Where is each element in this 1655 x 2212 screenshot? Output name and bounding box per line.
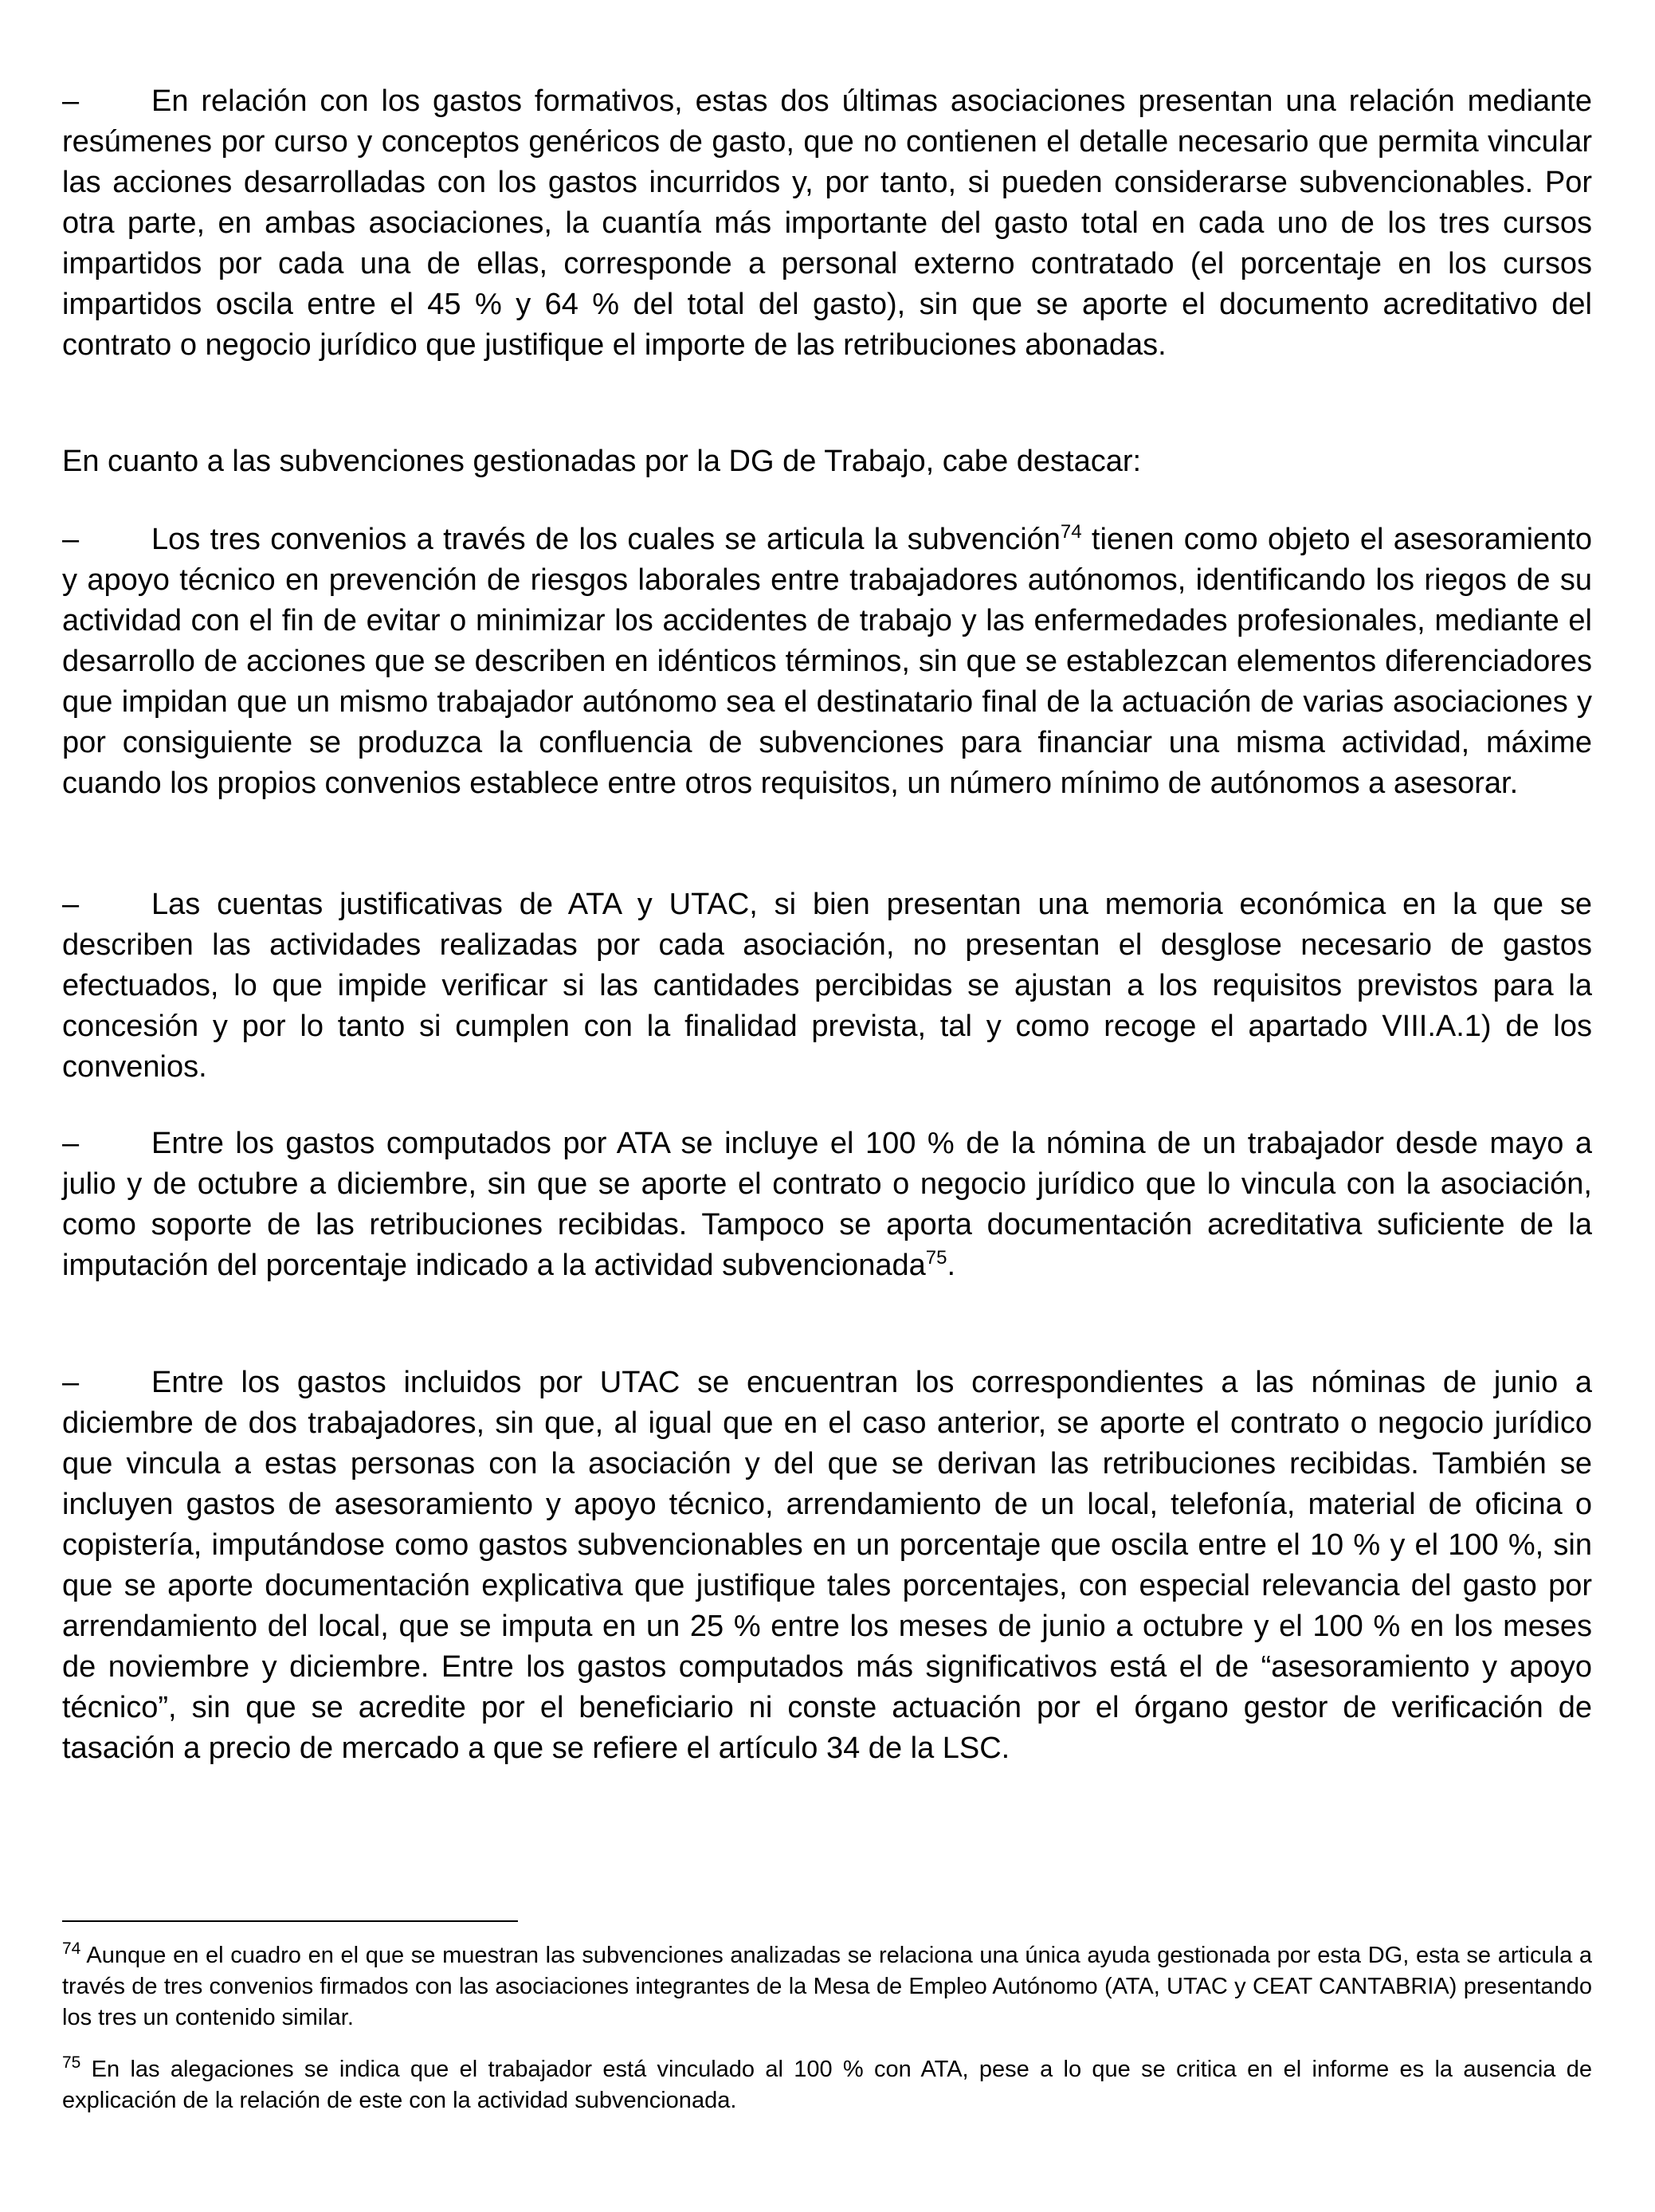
footnote-separator [62,1920,518,1922]
footnote-number: 74 [62,1939,81,1958]
dash-bullet: – [62,888,80,921]
dash-bullet: – [62,1127,80,1160]
paragraph-text: En relación con los gastos formativos, estas dos últimas asociaciones presentan una relación mediante resúmenes por curso y conceptos genéricos de gasto, que no contienen el detalle necesario que permita vincular las acciones desarrolladas con los gastos incurridos y, por tanto, si pueden considerarse subvencionables. Por otra parte, en ambas asociaciones, la cuantía más importante del gasto total en cada uno de los tres cursos impartidos por cada una de ellas, corresponde a personal externo contratado (el porcentaje en los cursos impartidos oscila entre el 45 % y 64 % del total del gasto), sin que se aporte el documento acreditativo del contrato o negocio jurídico que justifique el importe de las retribuciones abonadas. [62,84,1592,362]
paragraph-cuentas-justificativas [62,884,1592,1088]
paragraph-gastos-ata [62,1124,1592,1286]
paragraph-convenios [62,520,1592,804]
footnote-reference-74[interactable]: 74 [1060,521,1082,543]
footnote-74 [62,1940,1592,2034]
paragraph-text: . [947,1249,955,1282]
paragraph-text: Entre los gastos incluidos por UTAC se encuentran los correspondientes a las nóminas de junio a diciembre de dos trabajadores, sin que, al igual que en el caso anterior, se aporte el contrato o negocio jurídico que vincula a estas personas con la asociación y del que se derivan las retribuciones recibidas. También se incluyen gastos de asesoramiento y apoyo técnico, arrendamiento de un local, telefonía, material de oficina o copistería, imputándose como gastos subvencionables en un porcentaje que oscila entre el 10 % y el 100 %, sin que se aporte documentación explicativa que justifique tales porcentajes, con especial relevancia del gasto por arrendamiento del local, que se imputa en un 25 % entre los meses de junio a octubre y el 100 % en los meses de noviembre y diciembre. Entre los gastos computados más significativos está el de “asesoramiento y apoyo técnico”, sin que se acredite por el beneficiario ni conste actuación por el órgano gestor de verificación de tasación a precio de mercado a que se refiere el artículo 34 de la LSC. [62,1366,1592,1765]
dash-bullet: – [62,84,80,118]
footnote-text: Aunque en el cuadro en el que se muestran las subvenciones analizadas se relaciona una única ayuda gestionada por esta DG, esta se articula a través de tres convenios firmados con las asociaciones integrantes de la Mesa de Empleo Autónomo (ATA, UTAC y CEAT CANTABRIA) presentando los tres un contenido similar. [62,1943,1592,2030]
paragraph-text: tienen como objeto el asesoramiento y apoyo técnico en prevención de riesgos laborales entre trabajadores autónomos, identificando los riegos de su actividad con el fin de evitar o minimizar los accidentes de trabajo y las enfermedades profesionales, mediante el desarrollo de acciones que se describen en idénticos términos, sin que se establezcan elementos diferenciadores que impidan que un mismo trabajador autónomo sea el destinatario final de la actuación de varias asociaciones y por consiguiente se produzca la confluencia de subvenciones para financiar una misma actividad, máxime cuando los propios convenios establece entre otros requisitos, un número mínimo de autónomos a asesorar. [62,523,1592,800]
dash-bullet: – [62,523,80,556]
paragraph-gastos-formativos [62,81,1592,366]
dash-bullet: – [62,1366,80,1399]
paragraph-text: En cuanto a las subvenciones gestionadas por la DG de Trabajo, cabe destacar: [62,445,1142,478]
paragraph-text: Los tres convenios a través de los cuales se articula la subvención [151,523,1061,556]
paragraph-dg-trabajo-intro [62,441,1141,482]
paragraph-gastos-utac [62,1363,1592,1769]
footnote-text: En las alegaciones se indica que el trabajador está vinculado al 100 % con ATA, pese a lo que se critica en el informe es la ausencia de explicación de la relación de este con la actividad subvencionada. [62,2057,1592,2113]
footnote-reference-75[interactable]: 75 [925,1247,947,1269]
footnote-number: 75 [62,2053,81,2072]
paragraph-text: Entre los gastos computados por ATA se incluye el 100 % de la nómina de un trabajador desde mayo a julio y de octubre a diciembre, sin que se aporte el contrato o negocio jurídico que lo vincula con la asociación, como soporte de las retribuciones recibidas. Tampoco se aporta documentación acreditativa suficiente de la imputación del porcentaje indicado a la actividad subvencionada [62,1127,1592,1282]
footnote-75 [62,2054,1592,2116]
paragraph-text: Las cuentas justificativas de ATA y UTAC, si bien presentan una memoria económica en la que se describen las actividades realizadas por cada asociación, no presentan el desglose necesario de gastos efectuados, lo que impide verificar si las cantidades percibidas se ajustan a los requisitos previstos para la concesión y por lo tanto si cumplen con la finalidad prevista, tal y como recoge el apartado VIII.A.1) de los convenios. [62,888,1592,1084]
